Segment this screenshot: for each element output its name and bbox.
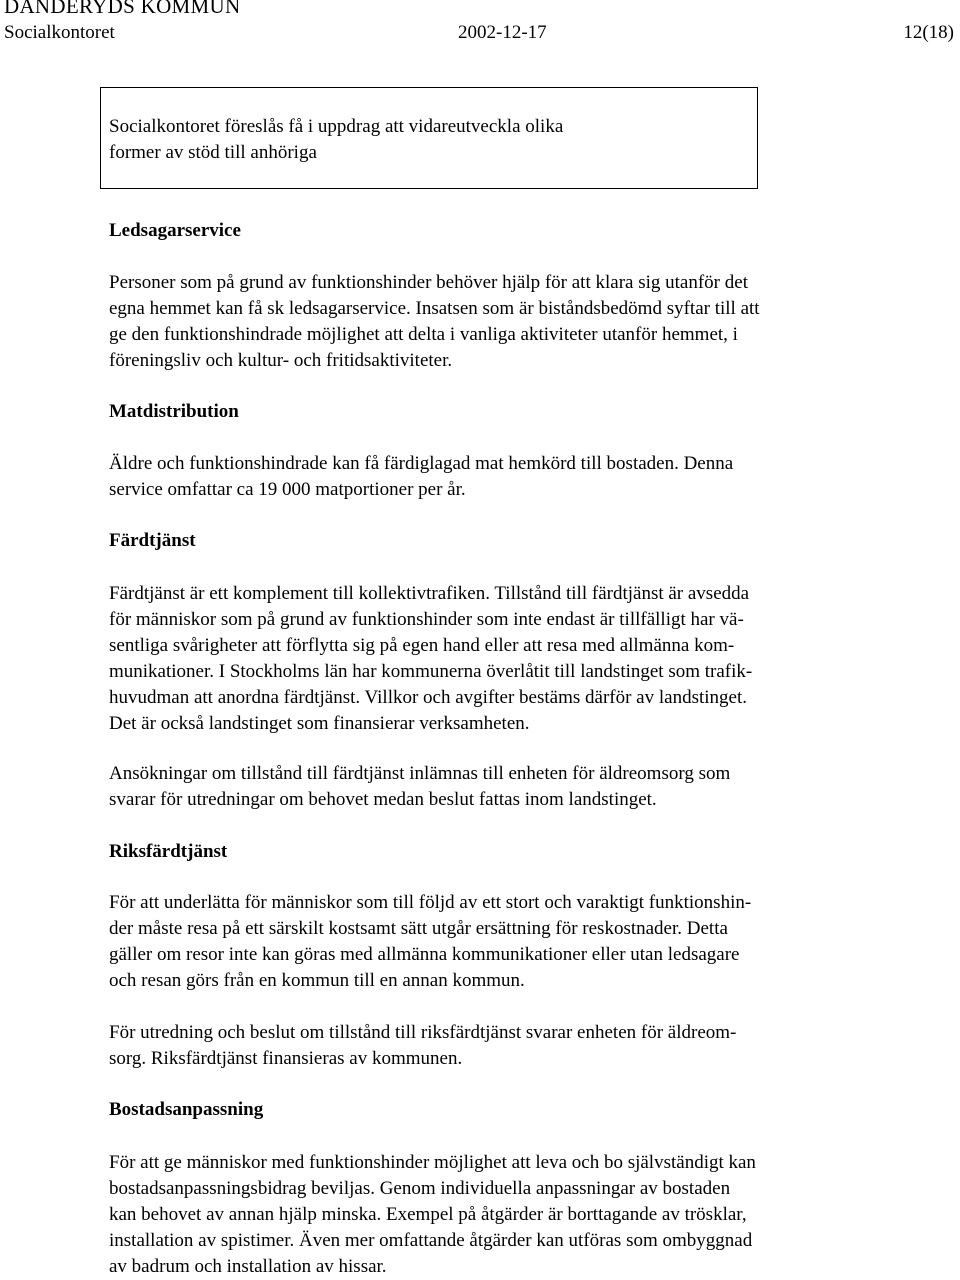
- paragraph: [109, 761, 874, 813]
- paragraph: [109, 451, 874, 503]
- text-line: Färdtjänst är ett komplement till kollektivtrafiken. Tillstånd till färdtjänst är avsedda: [109, 583, 750, 604]
- organization-name: DANDERYDS KOMMUN: [4, 0, 241, 18]
- text-line: sorg. Riksfärdtjänst finansieras av kommunen.: [109, 1048, 463, 1069]
- text-line: svarar för utredningar om behovet medan beslut fattas inom landstinget.: [109, 789, 657, 810]
- proposal-box: [100, 87, 758, 189]
- section-heading-riksfardtjanst: Riksfärdtjänst: [109, 841, 228, 862]
- section-heading-bostadsanpassning: Bostadsanpassning: [109, 1099, 264, 1120]
- paragraph: [109, 1150, 874, 1280]
- text-line: För utredning och beslut om tillstånd till riksfärdtjänst svarar enheten för äldreom-: [109, 1022, 737, 1043]
- text-line: För att ge människor med funktionshinder möjlighet att leva och bo självständigt kan: [109, 1152, 756, 1173]
- section-heading-ledsagarservice: Ledsagarservice: [109, 220, 241, 241]
- document-date: 2002-12-17: [458, 22, 547, 43]
- text-line: För att underlätta för människor som till följd av ett stort och varaktigt funktionshin-: [109, 892, 752, 913]
- text-line: service omfattar ca 19 000 matportioner per år.: [109, 479, 466, 500]
- paragraph: [109, 890, 874, 994]
- page-header: [4, 20, 954, 46]
- department-name: Socialkontoret: [4, 22, 115, 43]
- text-line: bostadsanpassningsbidrag beviljas. Genom individuella anpassningar av bostaden: [109, 1178, 731, 1199]
- text-line: installation av spistimer. Även mer omfattande åtgärder kan utföras som ombyggnad: [109, 1230, 753, 1251]
- section-heading-fardtjanst: Färdtjänst: [109, 530, 196, 551]
- text-line: och resan görs från en kommun till en annan kommun.: [109, 970, 525, 991]
- paragraph: [109, 270, 874, 374]
- text-line: Personer som på grund av funktionshinder behöver hjälp för att klara sig utanför det: [109, 272, 748, 293]
- page-number: 12(18): [903, 22, 954, 43]
- proposal-text: [109, 114, 709, 166]
- paragraph: [109, 581, 874, 737]
- text-line: ge den funktionshindrade möjlighet att delta i vanliga aktiviteter utanför hemmet, i: [109, 324, 738, 345]
- text-line: gäller om resor inte kan göras med allmänna kommunikationer eller utan ledsagare: [109, 944, 740, 965]
- text-line: Ansökningar om tillstånd till färdtjänst inlämnas till enheten för äldreomsorg som: [109, 763, 731, 784]
- paragraph: [109, 1020, 874, 1072]
- section-heading-matdistribution: Matdistribution: [109, 401, 239, 422]
- text-line: der måste resa på ett särskilt kostsamt sätt utgår ersättning för reskostnader. Detta: [109, 918, 728, 939]
- text-line: av badrum och installation av hissar.: [109, 1256, 387, 1277]
- text-line: Äldre och funktionshindrade kan få färdiglagad mat hemkörd till bostaden. Denna: [109, 453, 734, 474]
- text-line: sentliga svårigheter att förflytta sig på egen hand eller att resa med allmänna kom-: [109, 635, 735, 656]
- proposal-line: former av stöd till anhöriga: [109, 142, 317, 163]
- text-line: egna hemmet kan få sk ledsagarservice. Insatsen som är biståndsbedömd syftar till att: [109, 298, 760, 319]
- text-line: munikationer. I Stockholms län har kommunerna överlåtit till landstinget som trafik-: [109, 661, 753, 682]
- text-line: för människor som på grund av funktionshinder som inte endast är tillfälligt har vä-: [109, 609, 744, 630]
- text-line: Det är också landstinget som finansierar verksamheten.: [109, 713, 530, 734]
- text-line: kan behovet av annan hjälp minska. Exempel på åtgärder är borttagande av trösklar,: [109, 1204, 747, 1225]
- text-line: föreningsliv och kultur- och fritidsaktiviteter.: [109, 350, 453, 371]
- text-line: huvudman att anordna färdtjänst. Villkor och avgifter bestäms därför av landstinget.: [109, 687, 747, 708]
- proposal-line: Socialkontoret föreslås få i uppdrag att vidareutveckla olika: [109, 116, 564, 137]
